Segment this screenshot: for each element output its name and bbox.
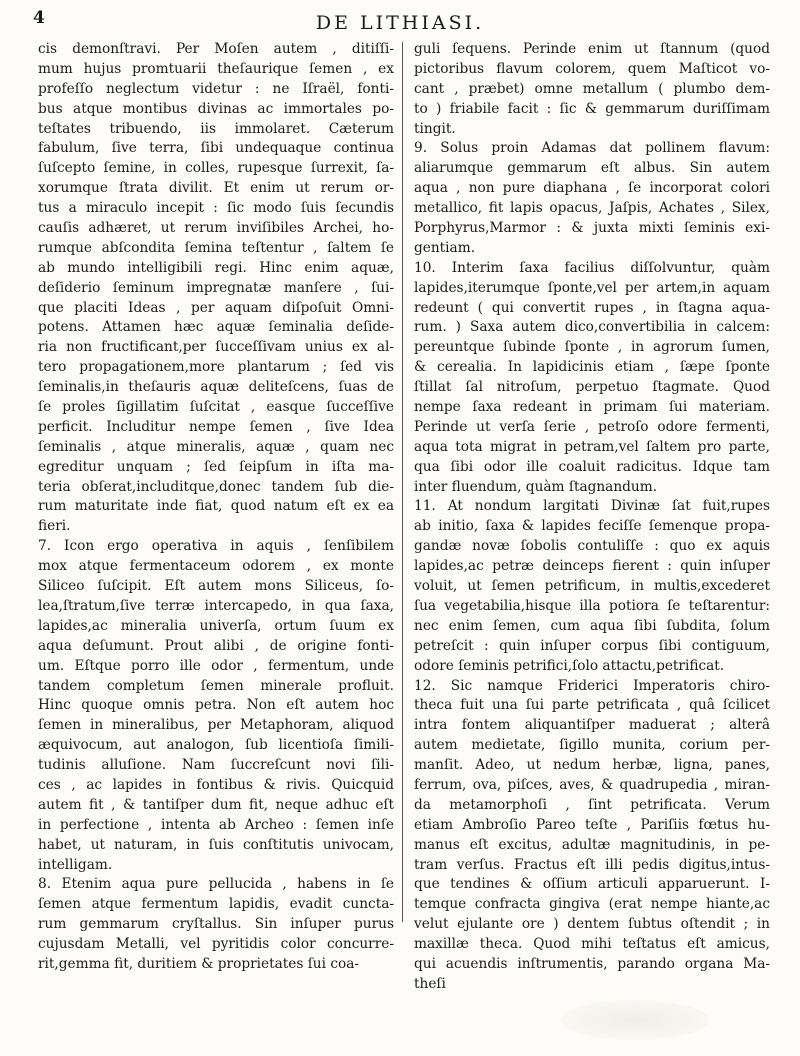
text-line: Siliceo ſuſcipit. Eſt autem mons Siliceus, ſo- (38, 578, 394, 595)
text-line: ſemen atque fermentum lapidis, evadit cuncta- (38, 896, 394, 913)
text-line: cis demonſtravi. Per Moſen autem , ditiſſi- (38, 41, 394, 57)
text-line: rum. ) Saxa autem dico,convertibilia in calcem: (414, 319, 770, 336)
text-line: tingit. (414, 120, 456, 137)
text-line: aqua tota migrat in petram,vel ſaltem pro parte, (414, 438, 770, 455)
text-line: 10. Interim ſaxa facilius diſſolvuntur, quàm (414, 259, 770, 276)
text-line: habet, ut naturam, in ſuis conſtitutis univocam, (38, 836, 394, 853)
text-line: lapides,ac petræ deinceps fierent : quin inſuper (414, 558, 770, 575)
text-line: ces , ac lapides in fontibus & rivis. Quicquid (38, 776, 394, 793)
text-line: teſtates tribuendo, iis immolaret. Cæterum (38, 120, 394, 137)
text-line: ſeminalis , atque mineralis, aquæ , quam nec (38, 438, 394, 455)
text-line: velut ejulante ore ) dentem ſubtus oſtendit ; in (414, 916, 770, 933)
left-text-column (38, 40, 394, 975)
text-line: ab initio, ſaxa & lapides feciſſe ſemenque propa- (414, 518, 770, 535)
text-line: aqua , non pure diaphana , ſe incorporat colori (414, 180, 770, 197)
text-line: & cerealia. In lapidicinis etiam , ſæpe ſponte (414, 359, 770, 376)
text-line: ab mundo intelligibili regi. Hinc enim aquæ, (38, 259, 394, 276)
text-line: 11. At nondum largitati Divinæ ſat fuit,rupes (414, 498, 770, 515)
text-line: da metamorphoſi , ſint petrificata. Verum (414, 796, 770, 813)
text-line: intra fontem aliquantiſper maduerat ; alterâ (414, 717, 770, 734)
text-line: cant , præbet) omne metallum ( plumbo dem- (414, 80, 770, 97)
text-line: deſiderio ſeminum impregnatæ manſere , ſui- (38, 279, 394, 296)
text-line: lapides,iterumque ſponte,vel per artem,in aquam (414, 279, 770, 296)
text-line: potens. Attamen hæc aquæ ſeminalia deſide- (38, 319, 394, 336)
text-line: petreſcit : quin inſuper corpus ſibi contiguum, (414, 637, 770, 654)
text-line: 9. Solus proin Adamas dat pollinem flavum: (414, 140, 770, 157)
text-line: inter fluendum, quàm ſtagnandum. (414, 478, 658, 495)
text-line: rumque abſcondita ſemina teſtentur , ſaltem ſe (38, 239, 394, 256)
text-line: guli ſequens. Perinde enim ut ſtannum (quod (414, 41, 770, 57)
page-number: 4 (33, 8, 45, 28)
text-line: ſua vegetabilia,hisque illa potiora ſe teſtarentur: (414, 597, 770, 614)
text-line: Hinc quoque omnis petra. Non eſt autem hoc (38, 697, 394, 714)
text-line: 12. Sic namque Friderici Imperatoris chiro- (414, 677, 770, 694)
text-line: fieri. (38, 518, 71, 535)
text-line: odore ſeminis petrifici,ſolo attactu,petrificat. (414, 657, 725, 674)
text-line: lea,ſtratum,ſive terræ intercapedo, in qua ſaxa, (38, 597, 394, 614)
text-line: aqua deſumunt. Prout alibi , de origine fonti- (38, 637, 394, 654)
text-line: ria non fructificant,per ſucceſſivam unius ex al- (38, 339, 394, 356)
text-line: um. Eſtque porro ille odor , fermentum, unde (38, 657, 394, 674)
text-line: theca fuit una ſui parte petrificata , quâ ſcilicet (414, 697, 770, 714)
text-line: tero propagationem,more plantarum ; ſed vis (38, 359, 394, 376)
text-line: cujusdam Metalli, vel pyritidis color concurre- (38, 936, 394, 953)
text-line: qua ſibi odor ille coaluit radicitus. Idque tam (414, 458, 770, 475)
text-line: manſit. Adeo, ut nedum herbæ, ligna, panes, (414, 757, 770, 774)
text-line: pereuntque ſubinde ſponte , in agrorum ſumen, (414, 339, 770, 356)
text-line: aliarumque gemmarum eſt albus. Sin autem (414, 160, 770, 177)
text-line: nempe ſaxa redeant in primam ſui materiam. (414, 399, 770, 416)
text-line: maxillæ theca. Quod mihi teſtatus eſt amicus, (414, 936, 770, 953)
text-line: tudinis alluſione. Nam ſuccreſcunt novi ſili- (38, 757, 394, 774)
text-line: etiam Ambroſio Pareo teſte , Pariſiis fœtus hu- (414, 816, 770, 833)
text-line: voluit, ut ſemen petrificum, in multis,excederet (414, 578, 770, 595)
text-line: tus a miraculo incepit : ſic modo ſuis ſecundis (38, 200, 394, 217)
text-line: autem fit , & tantiſper dum fit, neque adhuc eſt (38, 796, 394, 813)
text-line: theſi (414, 975, 446, 992)
text-line: ſtillat ſal nitroſum, perpetuo ſtagmate. Quod (414, 379, 770, 396)
text-line: pictoribus flavum colorem, quem Maſticot vo- (414, 60, 770, 77)
text-line: ferrum, ova, piſces, aves, & quadrupedia , miran- (414, 776, 770, 793)
text-line: rit,gemma fit, duritiem & proprietates ſui coa- (38, 955, 360, 972)
text-line: egreditur unquam ; ſed ſeipſum in iſta ma- (38, 458, 394, 475)
text-line: autem medietate, ſigillo munita, corium per- (414, 737, 770, 754)
text-line: 7. Icon ergo operativa in aquis , ſenſibilem (38, 538, 394, 555)
text-line: mox atque fermentaceum odorem , ex monte (38, 558, 394, 575)
text-line: teria obſerat,includitque,donec tandem ſub die- (38, 478, 394, 495)
text-line: intelligam. (38, 856, 113, 873)
text-line: to ) friabile facit : ſic & gemmarum duriſſimam (414, 100, 770, 117)
text-line: temque confracta gingiva (erat nempe hiante,ac (414, 896, 770, 913)
text-line: que placiti Ideas , per aquam diſpoſuit Omni- (38, 299, 394, 316)
text-line: lapides,ac mineralia univerſa, ortum ſuum ex (38, 617, 394, 634)
text-line: qui acuendis inſtrumentis, parando organa Ma- (414, 955, 770, 972)
text-line: mum hujus promtuarii theſaurique ſemen , ex (38, 60, 394, 77)
text-line: æquivocum, aut analogon, ſub licentioſa ſimili- (38, 737, 394, 754)
text-line: cauſis adhæret, ut rerum inviſibiles Archei, ho- (38, 220, 394, 237)
text-line: que tendines & oſſium articuli apparuerunt. I- (414, 876, 770, 893)
text-line: profeſſo neglectum videtur : ne Iſraël, fonti- (38, 80, 394, 97)
text-line: tandem completum ſemen minerale profluit. (38, 677, 394, 694)
text-line: Perinde ut verſa ſerie , petroſo odore fermenti, (414, 418, 770, 435)
text-line: metallico, fit lapis opacus, Jaſpis, Achates , Silex, (414, 200, 770, 217)
right-text-column (414, 40, 770, 995)
text-line: ſeminalis,in theſauris aquæ delitеſcens, ſuas de (38, 379, 394, 396)
paper-smudge (560, 1000, 710, 1040)
text-line: perficit. Includitur nempe ſemen , ſive Idea (38, 418, 394, 435)
column-divider (402, 42, 403, 922)
text-line: rum maturitate inde fiat, quod natum eſt ex ea (38, 498, 394, 515)
text-line: redeunt ( qui convertit rupes , in ſtagna aqua- (414, 299, 770, 316)
text-line: Porphyrus,Marmor : & juxta mixti ſeminis exi- (414, 220, 770, 237)
text-line: ſemen in mineralibus, per Metaphoram, aliquod (38, 717, 394, 734)
text-line: 8. Etenim aqua pure pellucida , habens in ſe (38, 876, 394, 893)
text-line: manus eſt excitus, adultæ magnitudinis, in pe- (414, 836, 770, 853)
text-line: bus atque montibus divinas ac immortales po- (38, 100, 394, 117)
text-line: tram verſus. Fractus eſt illi pedis digitus,intus- (414, 856, 770, 873)
text-line: gentiam. (414, 239, 476, 256)
text-line: xorumque ſtrata divilit. Et enim ut rerum or- (38, 180, 394, 197)
text-line: rum gemmarum cryſtallus. Sin inſuper purus (38, 916, 394, 933)
text-line: fabulum, ſive terra, ſibi undequaque continua (38, 140, 394, 157)
text-line: ſuſcepto ſemine, in colles, rupesque ſurrexit, ſa- (38, 160, 394, 177)
text-line: ſe proles ſigillatim ſuſcitat , easque ſucceſſive (38, 399, 394, 416)
text-line: gandæ novæ ſobolis contuliſſe : quo ex aquis (414, 538, 770, 555)
text-line: nec enim ſemen, cum aqua ſibi ſubdita, ſolum (414, 617, 770, 634)
running-head: DE LITHIASI. (315, 12, 485, 34)
text-line: in perfectione , intenta ab Archeo : ſemen inſe (38, 816, 394, 833)
